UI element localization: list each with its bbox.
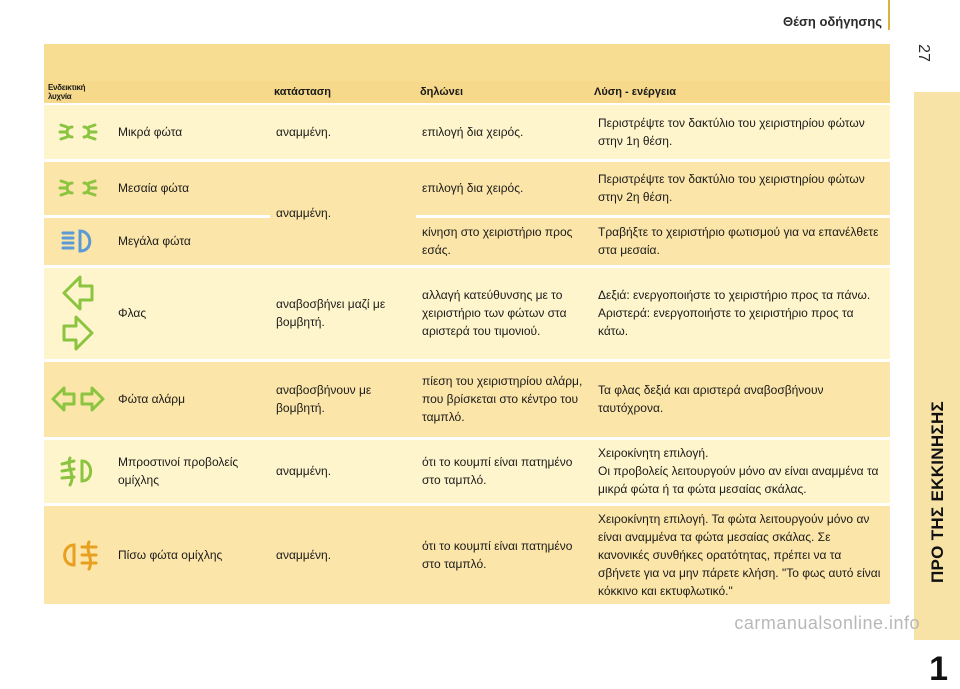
table-row <box>44 438 890 504</box>
row-state: αναβοσβήνει μαζί με βομβητή. <box>270 266 416 360</box>
row-action <box>590 266 890 360</box>
table-top-band <box>44 44 890 81</box>
row-action <box>590 504 890 605</box>
warning-lights-table-container <box>44 44 890 607</box>
row-means: ότι το κουμπί είναι πατημένο στο ταμπλό. <box>416 438 590 504</box>
header-state: κατάσταση <box>270 81 416 104</box>
header-indicator-light: Ενδεικτική λυχνία <box>44 81 112 104</box>
header-means: δηλώνει <box>416 81 590 104</box>
action-text: Περιστρέψτε τον δακτύλιο του χειριστηρίου φώτων στην 1η θέση. <box>598 115 865 148</box>
action-text: Χειροκίνητη επιλογή. Τα φώτα λειτουργούν μόνο αν είναι αναμμένα τα φώτα μεσαίας σκάλας. Σε κανονικές συνθήκες ορατότητας, πρέπει να τα σβήνετε για να μην πάρετε κλήση. "Το φως αυτό είναι κόκκινο και εκτυφλωτικό." <box>598 511 881 598</box>
row-action <box>590 360 890 438</box>
table-row <box>44 216 890 266</box>
dipped-beam-icon <box>44 160 112 216</box>
row-state: αναμμένη. <box>270 104 416 160</box>
chapter-title-container <box>918 392 958 592</box>
row-action <box>590 438 890 504</box>
action-text: Τα φλας δεξιά και αριστερά αναβοσβήνουν ταυτόχρονα. <box>598 383 824 415</box>
row-action <box>590 160 890 216</box>
table-row <box>44 104 890 160</box>
direction-indicator-icon <box>44 266 112 360</box>
table-row <box>44 266 890 360</box>
rear-fog-icon <box>44 504 112 605</box>
row-name: Μπροστινοί προβολείς ομίχλης <box>112 438 270 504</box>
row-name: Μικρά φώτα <box>112 104 270 160</box>
header-rule <box>888 0 890 30</box>
action-text-left: Αριστερά: ενεργοποιήστε το χειριστήριο προς τα κάτω. <box>598 306 854 338</box>
row-name: Μεγάλα φώτα <box>112 216 270 266</box>
row-name: Πίσω φώτα ομίχλης <box>112 504 270 605</box>
chapter-number: 1 <box>929 650 948 688</box>
action-text-right: Δεξιά: ενεργοποιήστε το χειριστήριο προς τα πάνω. <box>598 288 871 302</box>
table-header-row <box>44 81 890 104</box>
row-means: κίνηση στο χειριστήριο προς εσάς. <box>416 216 590 266</box>
row-means: επιλογή δια χειρός. <box>416 160 590 216</box>
main-beam-icon <box>44 216 112 266</box>
action-text: Τραβήξτε το χειριστήριο φωτισμού για να επανέλθετε στα μεσαία. <box>598 225 879 257</box>
front-fog-icon <box>44 438 112 504</box>
sidelights-icon <box>44 104 112 160</box>
warning-lights-table <box>44 81 890 607</box>
table-row <box>44 360 890 438</box>
row-state: αναμμένη. <box>270 504 416 605</box>
row-state: αναβοσβήνουν με βομβητή. <box>270 360 416 438</box>
chapter-title: ΠΡΟ ΤΗΣ ΕΚΚΙΝΗΣΗΣ <box>928 400 948 584</box>
row-action <box>590 216 890 266</box>
watermark: carmanualsonline.info <box>734 613 920 633</box>
row-means: ότι το κουμπί είναι πατημένο στο ταμπλό. <box>416 504 590 605</box>
header-name <box>112 81 270 104</box>
row-means: αλλαγή κατεύθυνσης με το χειριστήριο των φώτων στα αριστερά του τιμονιού. <box>416 266 590 360</box>
chapter-side-tab[interactable] <box>914 92 960 688</box>
row-means: επιλογή δια χειρός. <box>416 104 590 160</box>
row-action <box>590 104 890 160</box>
page-header-title: Θέση οδήγησης <box>783 14 882 29</box>
row-state: αναμμένη. <box>270 438 416 504</box>
row-name: Φώτα αλάρμ <box>112 360 270 438</box>
hazard-lights-icon <box>44 360 112 438</box>
row-state: αναμμένη. <box>270 160 416 266</box>
action-text: Χειροκίνητη επιλογή. <box>598 446 709 460</box>
table-row <box>44 504 890 605</box>
row-means: πίεση του χειριστηρίου αλάρμ, που βρίσκεται στο κέντρο του ταμπλό. <box>416 360 590 438</box>
page-number: 27 <box>915 44 933 62</box>
table-row <box>44 160 890 216</box>
action-text: Περιστρέψτε τον δακτύλιο του χειριστηρίου φώτων στην 2η θέση. <box>598 172 865 204</box>
action-text: Οι προβολείς λειτουργούν μόνο αν είναι αναμμένα τα μικρά φώτα ή τα φώτα μεσαίας σκάλας. <box>598 464 879 496</box>
row-name: Μεσαία φώτα <box>112 160 270 216</box>
row-name: Φλας <box>112 266 270 360</box>
header-action: Λύση - ενέργεια <box>590 81 890 104</box>
